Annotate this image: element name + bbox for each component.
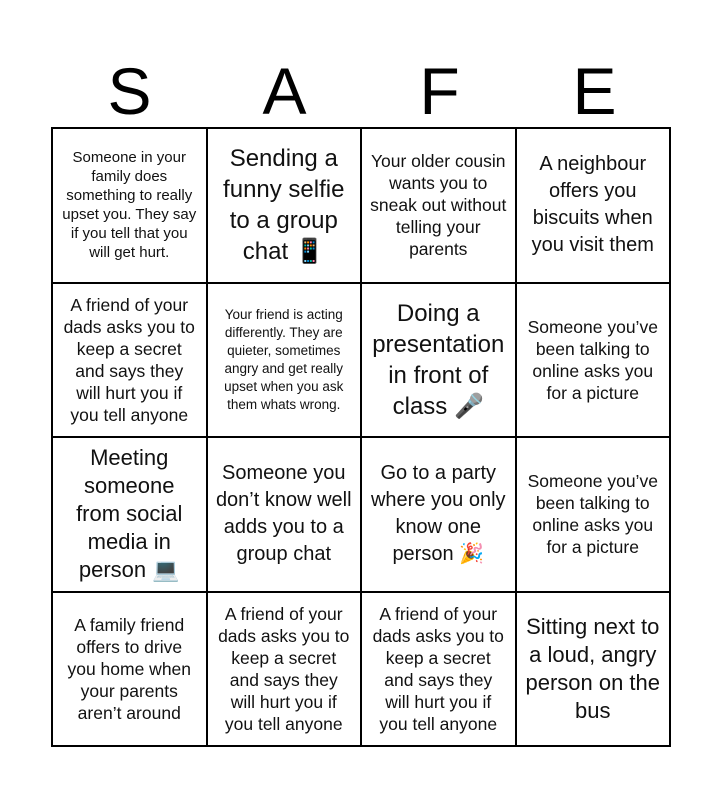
header-letter-a: A <box>262 54 307 128</box>
cell-text: A family friend offers to drive you home when your parents aren’t around <box>67 614 192 723</box>
bingo-board <box>51 127 671 747</box>
cell-text: A friend of your dads asks you to keep a secret and says they will hurt you if you tell anyone <box>218 603 350 734</box>
bingo-cell[interactable] <box>362 438 517 593</box>
header-letter-e: E <box>572 54 617 128</box>
bingo-cell[interactable] <box>53 284 208 439</box>
cell-text: Someone you’ve been talking to online asks you for a picture <box>527 471 658 558</box>
cell-text: A friend of your dads asks you to keep a secret and says they will hurt you if you tell anyone <box>372 603 504 734</box>
bingo-header <box>52 55 672 127</box>
header-letter-s: S <box>107 54 152 128</box>
bingo-cell[interactable] <box>362 284 517 439</box>
cell-text: Someone in your family does something to really upset you. They say if you tell that you will get hurt. <box>62 149 197 262</box>
cell-text: A friend of your dads asks you to keep a secret and says they will hurt you if you tell anyone <box>63 294 195 425</box>
bingo-cell[interactable] <box>517 593 672 748</box>
cell-text: Doing a presentation in front of class 🎤 <box>372 299 505 420</box>
cell-text: Your friend is acting differently. They are quieter, sometimes angry and get really upset when you ask them whats wrong. <box>224 306 344 412</box>
cell-text: Sending a funny selfie to a group chat 📱 <box>223 145 345 266</box>
cell-text: Meeting someone from social media in person 💻 <box>76 445 183 583</box>
bingo-cell[interactable] <box>517 438 672 593</box>
bingo-cell[interactable] <box>517 129 672 284</box>
bingo-cell[interactable] <box>53 129 208 284</box>
bingo-cell[interactable] <box>53 438 208 593</box>
bingo-cell[interactable] <box>208 129 363 284</box>
bingo-cell[interactable] <box>362 129 517 284</box>
bingo-cell[interactable] <box>53 593 208 748</box>
cell-text: Someone you don’t know well adds you to a group chat <box>215 462 352 566</box>
header-letter-f: F <box>419 54 460 128</box>
cell-text: A neighbour offers you biscuits when you visit them <box>531 153 654 257</box>
cell-text: Someone you’ve been talking to online asks you for a picture <box>527 316 658 403</box>
bingo-cell[interactable] <box>362 593 517 748</box>
bingo-cell[interactable] <box>208 438 363 593</box>
bingo-cell[interactable] <box>517 284 672 439</box>
cell-text: Your older cousin wants you to sneak out without telling your parents <box>370 151 507 260</box>
cell-text: Go to a party where you only know one person 🎉 <box>370 462 506 566</box>
bingo-cell[interactable] <box>208 284 363 439</box>
cell-text: Sitting next to a loud, angry person on the bus <box>525 613 661 723</box>
bingo-cell[interactable] <box>208 593 363 748</box>
